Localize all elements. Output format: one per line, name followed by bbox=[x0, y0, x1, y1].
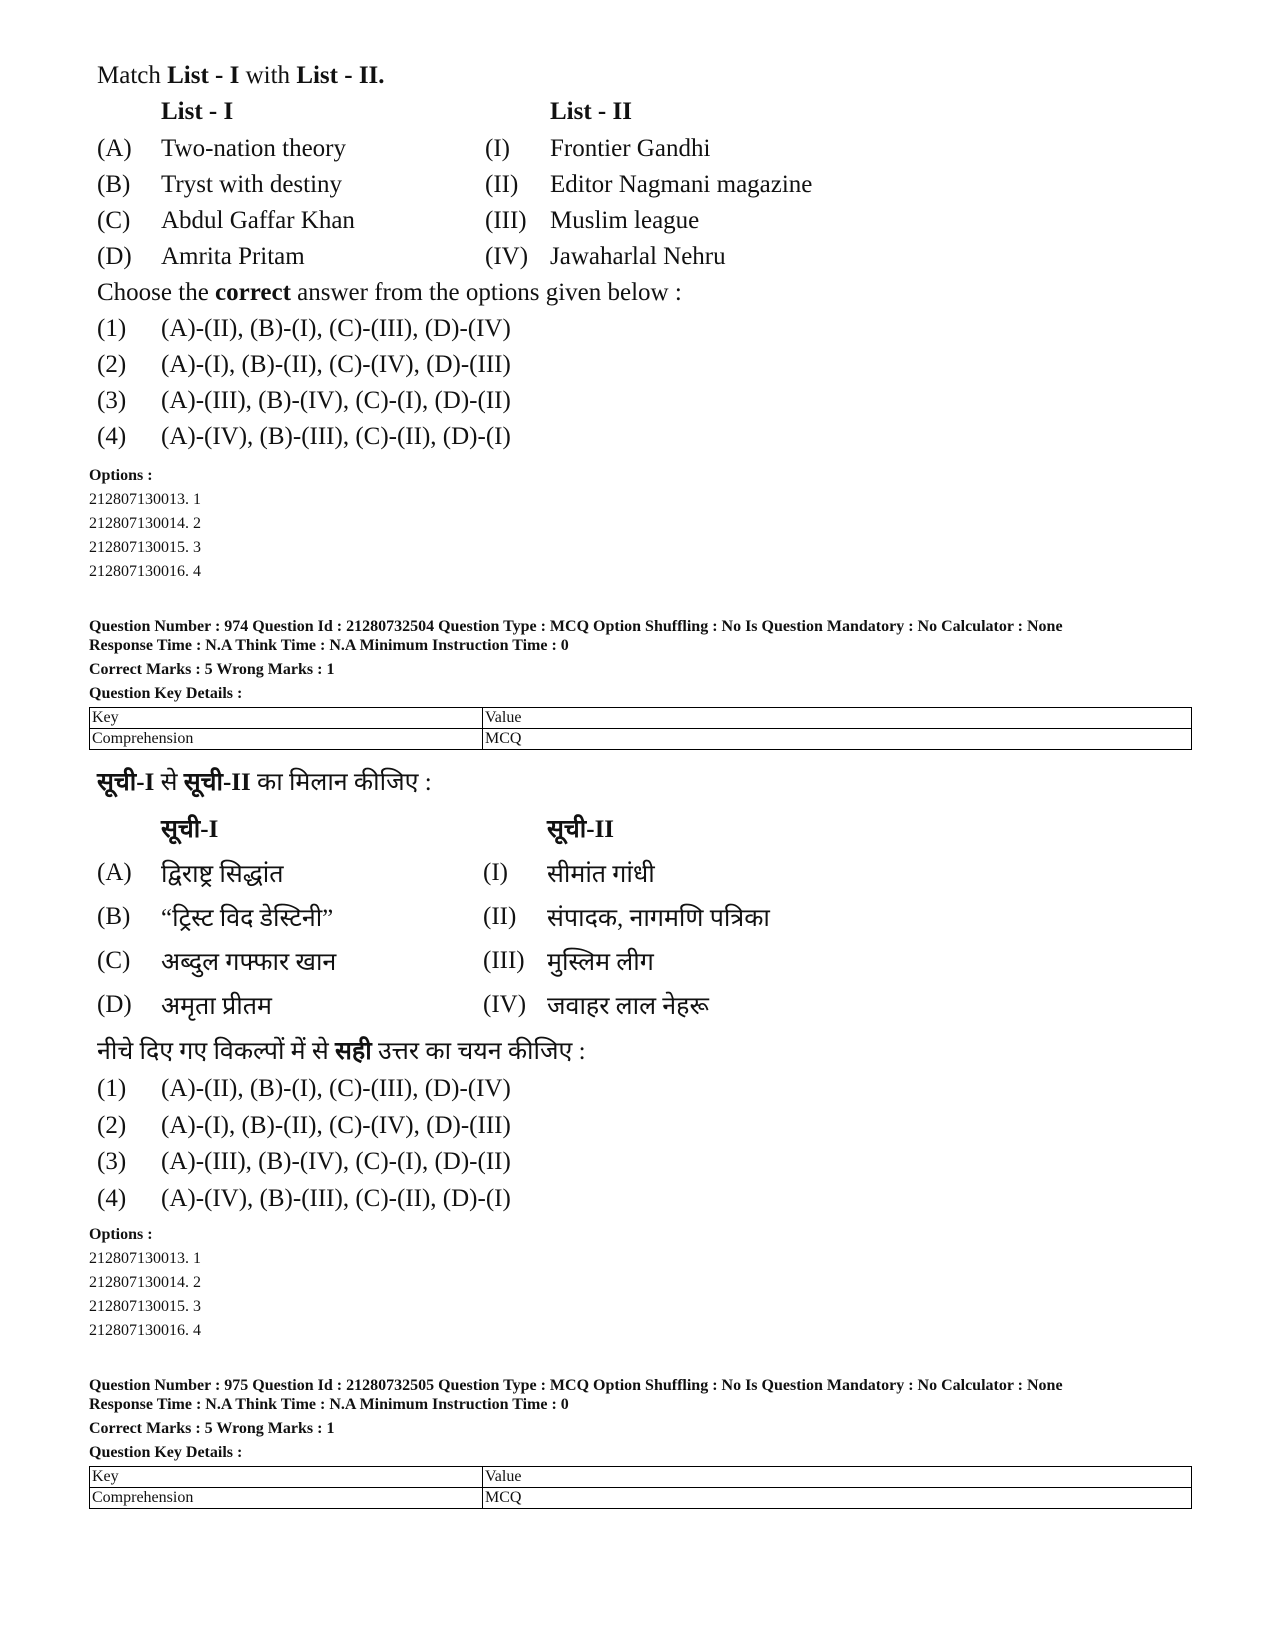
answer-text: (A)-(IV), (B)-(III), (C)-(II), (D)-(I) bbox=[161, 1185, 511, 1212]
choose-instruction: नीचे दिए गए विकल्पों में से सही उत्तर का चयन कीजिए : bbox=[97, 1038, 586, 1065]
key-header: Key bbox=[90, 708, 483, 729]
list-2-label: (III) bbox=[485, 207, 527, 234]
options-label: Options : bbox=[89, 467, 153, 484]
answer-text: (A)-(IV), (B)-(III), (C)-(II), (D)-(I) bbox=[161, 423, 511, 450]
answer-number: (3) bbox=[97, 387, 127, 414]
value-header: Value bbox=[483, 708, 1192, 729]
list-2-label: (IV) bbox=[485, 243, 529, 270]
question-marks: Correct Marks : 5 Wrong Marks : 1 bbox=[89, 661, 335, 678]
list-2-item: Muslim league bbox=[550, 207, 700, 234]
list-1-item: Amrita Pritam bbox=[161, 243, 305, 270]
option-id: 212807130014. 2 bbox=[89, 515, 201, 532]
option-id: 212807130013. 1 bbox=[89, 491, 201, 508]
question-meta: Response Time : N.A Think Time : N.A Minimum Instruction Time : 0 bbox=[89, 637, 569, 654]
list-2-label: (I) bbox=[485, 135, 510, 162]
question-meta: Question Number : 975 Question Id : 21280732505 Question Type : MCQ Option Shuffling : No Is Question Mandatory : No Calculator : None bbox=[89, 1377, 1063, 1394]
answer-number: (2) bbox=[97, 351, 127, 378]
question-stem: सूची-I से सूची-II का मिलान कीजिए : bbox=[97, 769, 432, 796]
list-2-heading: List - II bbox=[550, 98, 632, 125]
list-2-label: (III) bbox=[483, 947, 525, 974]
list-1-label: (B) bbox=[97, 903, 131, 930]
table-row bbox=[90, 708, 1192, 729]
list-1-item: अमृता प्रीतम bbox=[161, 993, 272, 1020]
list-2-label: (II) bbox=[483, 903, 517, 930]
table-row bbox=[90, 1488, 1192, 1509]
list-1-item: Abdul Gaffar Khan bbox=[161, 207, 355, 234]
question-stem: Match List - I with List - II. bbox=[97, 62, 385, 89]
list-1-item: “ट्रिस्ट विद डेस्टिनी” bbox=[161, 905, 334, 932]
option-id: 212807130015. 3 bbox=[89, 539, 201, 556]
question-marks: Correct Marks : 5 Wrong Marks : 1 bbox=[89, 1420, 335, 1437]
answer-number: (4) bbox=[97, 423, 127, 450]
value-cell: MCQ bbox=[483, 1488, 1192, 1509]
question-meta: Question Number : 974 Question Id : 21280732504 Question Type : MCQ Option Shuffling : No Is Question Mandatory : No Calculator : None bbox=[89, 618, 1063, 635]
key-table bbox=[89, 707, 1192, 750]
list-2-item: Jawaharlal Nehru bbox=[550, 243, 726, 270]
option-id: 212807130013. 1 bbox=[89, 1250, 201, 1267]
list-1-label: (D) bbox=[97, 243, 132, 270]
answer-text: (A)-(I), (B)-(II), (C)-(IV), (D)-(III) bbox=[161, 1112, 511, 1139]
question-key-details: Question Key Details : bbox=[89, 685, 243, 702]
answer-number: (1) bbox=[97, 1075, 127, 1102]
list-1-label: (A) bbox=[97, 859, 132, 886]
answer-number: (1) bbox=[97, 315, 127, 342]
list-1-item: Tryst with destiny bbox=[161, 171, 343, 198]
list-2-label: (IV) bbox=[483, 991, 527, 1018]
answer-number: (2) bbox=[97, 1112, 127, 1139]
option-id: 212807130015. 3 bbox=[89, 1298, 201, 1315]
answer-text: (A)-(II), (B)-(I), (C)-(III), (D)-(IV) bbox=[161, 1075, 511, 1102]
list-2-item: Frontier Gandhi bbox=[550, 135, 711, 162]
choose-instruction: Choose the correct answer from the options given below : bbox=[97, 279, 682, 306]
answer-text: (A)-(II), (B)-(I), (C)-(III), (D)-(IV) bbox=[161, 315, 511, 342]
value-header: Value bbox=[483, 1467, 1192, 1488]
list-1-label: (B) bbox=[97, 171, 131, 198]
list-2-item: जवाहर लाल नेहरू bbox=[547, 993, 709, 1020]
key-cell: Comprehension bbox=[90, 729, 483, 750]
list-2-label: (II) bbox=[485, 171, 519, 198]
question-key-details: Question Key Details : bbox=[89, 1444, 243, 1461]
list-1-heading: सूची-I bbox=[161, 816, 219, 843]
option-id: 212807130016. 4 bbox=[89, 563, 201, 580]
list-1-item: Two-nation theory bbox=[161, 135, 347, 162]
key-table bbox=[89, 1466, 1192, 1509]
option-id: 212807130014. 2 bbox=[89, 1274, 201, 1291]
list-1-heading: List - I bbox=[161, 98, 234, 125]
question-meta: Response Time : N.A Think Time : N.A Minimum Instruction Time : 0 bbox=[89, 1396, 569, 1413]
list-1-label: (D) bbox=[97, 991, 132, 1018]
value-cell: MCQ bbox=[483, 729, 1192, 750]
answer-number: (4) bbox=[97, 1185, 127, 1212]
list-2-item: मुस्लिम लीग bbox=[547, 949, 654, 976]
list-1-label: (C) bbox=[97, 207, 131, 234]
list-1-label: (A) bbox=[97, 135, 132, 162]
list-2-item: संपादक, नागमणि पत्रिका bbox=[547, 905, 770, 932]
table-row bbox=[90, 1467, 1192, 1488]
list-2-item: Editor Nagmani magazine bbox=[550, 171, 813, 198]
list-2-item: सीमांत गांधी bbox=[547, 861, 655, 888]
answer-number: (3) bbox=[97, 1148, 127, 1175]
list-1-item: द्विराष्ट्र सिद्धांत bbox=[161, 861, 284, 888]
list-2-heading: सूची-II bbox=[547, 816, 615, 843]
key-cell: Comprehension bbox=[90, 1488, 483, 1509]
list-1-label: (C) bbox=[97, 947, 131, 974]
key-header: Key bbox=[90, 1467, 483, 1488]
table-row bbox=[90, 729, 1192, 750]
options-label: Options : bbox=[89, 1226, 153, 1243]
list-1-item: अब्दुल गफ्फार खान bbox=[161, 949, 337, 976]
answer-text: (A)-(III), (B)-(IV), (C)-(I), (D)-(II) bbox=[161, 1148, 511, 1175]
list-2-label: (I) bbox=[483, 859, 508, 886]
answer-text: (A)-(I), (B)-(II), (C)-(IV), (D)-(III) bbox=[161, 351, 511, 378]
answer-text: (A)-(III), (B)-(IV), (C)-(I), (D)-(II) bbox=[161, 387, 511, 414]
option-id: 212807130016. 4 bbox=[89, 1322, 201, 1339]
